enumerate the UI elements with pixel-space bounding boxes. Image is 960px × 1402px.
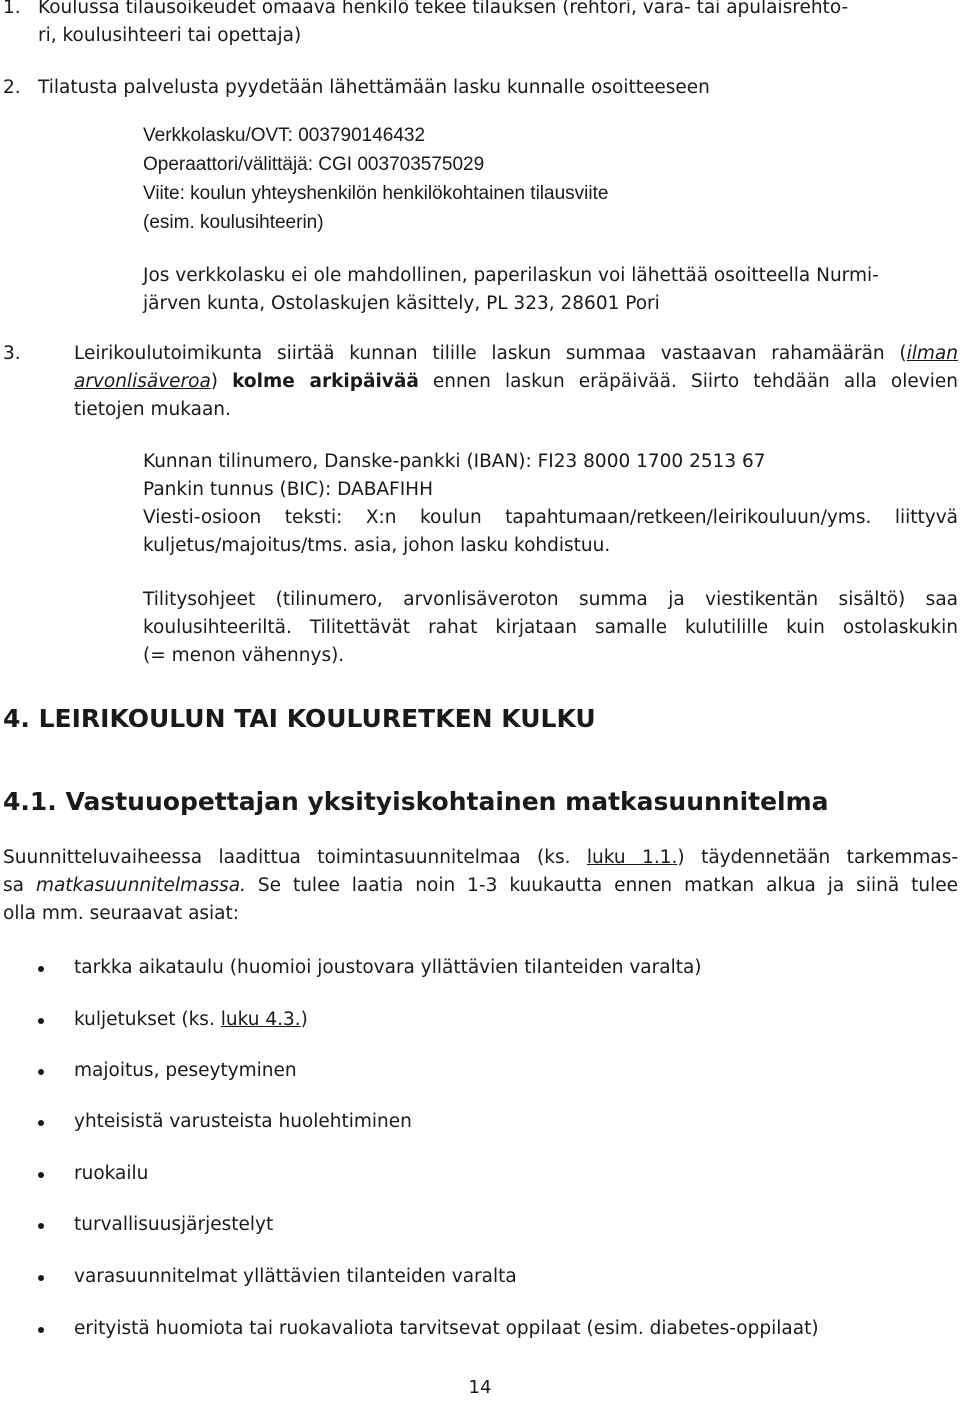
list-item: [0, 1263, 960, 1291]
settlement-instructions: [143, 586, 958, 670]
list-item: [0, 1315, 960, 1343]
text-span: kuljetukset (ks.: [74, 1009, 221, 1030]
bullet-icon: [38, 1172, 44, 1178]
list-item-text-line: Tilatusta palvelusta pyydetään lähettämään lasku kunnalle osoitteeseen: [38, 77, 710, 98]
paragraph-line: [74, 340, 958, 368]
intro-paragraph: [3, 844, 958, 928]
paragraph-line: koulusihteeriltä. Tilitettävät rahat kirjataan samalle kulutilille kuin ostolaskukin: [143, 617, 958, 638]
list-item-text: [74, 1006, 308, 1034]
list-number: 2.: [3, 77, 21, 98]
bold-text: kolme arkipäivää: [232, 371, 419, 392]
ovt-line: Verkkolasku/OVT: 003790146432: [143, 125, 426, 146]
paragraph-line: Tilitysohjeet (tilinumero, arvonlisäveroton summa ja viestikentän sisältö) saa: [143, 589, 958, 610]
bic-line: Pankin tunnus (BIC): DABAFIHH: [143, 479, 433, 500]
list-number: 3.: [3, 343, 21, 364]
paragraph-line: olla mm. seuraavat asiat:: [3, 903, 240, 924]
list-item: [0, 1108, 960, 1136]
emphasis-text: ilman: [906, 343, 958, 364]
paragraph-line: [3, 872, 958, 900]
page-number: 14: [468, 1377, 492, 1398]
paragraph-line: [3, 844, 958, 872]
list-item-text: majoitus, peseytyminen: [74, 1060, 297, 1081]
list-item-text: turvallisuusjärjestelyt: [74, 1214, 274, 1235]
list-item: [0, 1160, 960, 1188]
list-item-text: yhteisistä varusteista huolehtiminen: [74, 1111, 412, 1132]
text-span: ): [300, 1009, 308, 1030]
paragraph-line: järven kunta, Ostolaskujen käsittely, PL 323, 28601 Pori: [143, 293, 660, 314]
bullet-icon: [38, 1223, 44, 1229]
list-item-text-line: Koulussa tilausoikeudet omaava henkilö tekee tilauksen (rehtori, vara- tai apulaisrehto-: [38, 0, 849, 18]
list-number: 1.: [3, 0, 21, 18]
list-item-text-line: ri, koulusihteeri tai opettaja): [38, 25, 302, 46]
message-line: kuljetus/majoitus/tms. asia, johon lasku kohdistuu.: [143, 535, 611, 556]
bullet-icon: [38, 1018, 44, 1024]
text-span: sa: [3, 875, 36, 896]
list-item: [0, 1006, 960, 1034]
text-span: Leirikoulutoimikunta siirtää kunnan tilille laskun summaa vastaavan rahamäärän (: [74, 343, 907, 364]
bullet-icon: [38, 1275, 44, 1281]
paragraph-line: Jos verkkolasku ei ole mahdollinen, paperilaskun voi lähettää osoitteella Nurmi-: [143, 265, 879, 286]
bank-account-line: Kunnan tilinumero, Danske-pankki (IBAN): FI23 8000 1700 2513 67: [143, 451, 766, 472]
invoice-address-block: [143, 122, 958, 237]
emphasis-text: arvonlisäveroa: [74, 371, 211, 392]
list-item-text: ruokailu: [74, 1163, 149, 1184]
text-span: Suunnitteluvaiheessa laadittua toimintasuunnitelmaa (ks.: [3, 847, 587, 868]
paper-invoice-paragraph: [143, 262, 958, 318]
chapter-link[interactable]: luku 4.3.: [220, 1009, 301, 1030]
list-item: [0, 1211, 960, 1239]
list-item: [0, 1057, 960, 1085]
operator-line: Operaattori/välittäjä: CGI 003703575029: [143, 154, 485, 175]
subsection-heading: 4.1. Vastuuopettajan yksityiskohtainen matkasuunnitelma: [3, 787, 829, 816]
list-item: [0, 954, 960, 982]
emphasis-text: matkasuunnitelmassa.: [35, 875, 246, 896]
section-heading: 4. LEIRIKOULUN TAI KOULURETKEN KULKU: [3, 704, 596, 733]
bullet-icon: [38, 966, 44, 972]
bank-details-block: [143, 448, 958, 560]
message-line: Viesti-osioon teksti: X:n koulun tapahtumaan/retkeen/leirikouluun/yms. liittyvä: [143, 507, 958, 528]
bullet-icon: [38, 1069, 44, 1075]
text-span: ): [210, 371, 233, 392]
text-span: ennen laskun eräpäivää. Siirto tehdään alla olevien: [418, 371, 958, 392]
list-item-text: erityistä huomiota tai ruokavaliota tarvitsevat oppilaat (esim. diabetes-oppilaat): [74, 1318, 819, 1339]
bullet-icon: [38, 1327, 44, 1333]
paragraph-line: [74, 368, 958, 396]
reference-line: Viite: koulun yhteyshenkilön henkilökohtainen tilausviite: [143, 183, 609, 204]
list-item-text: varasuunnitelmat yllättävien tilanteiden varalta: [74, 1266, 517, 1287]
chapter-link[interactable]: luku 1.1.: [586, 847, 678, 868]
bullet-icon: [38, 1120, 44, 1126]
text-span: ) täydennetään tarkemmas-: [677, 847, 959, 868]
text-span: Se tulee laatia noin 1-3 kuukautta ennen matkan alkua ja siinä tulee: [245, 875, 958, 896]
paragraph-line: (= menon vähennys).: [143, 645, 345, 666]
paragraph-line: tietojen mukaan.: [74, 399, 231, 420]
reference-line: (esim. koulusihteerin): [143, 212, 324, 233]
list-item-text: tarkka aikataulu (huomioi joustovara yllättävien tilanteiden varalta): [74, 957, 702, 978]
